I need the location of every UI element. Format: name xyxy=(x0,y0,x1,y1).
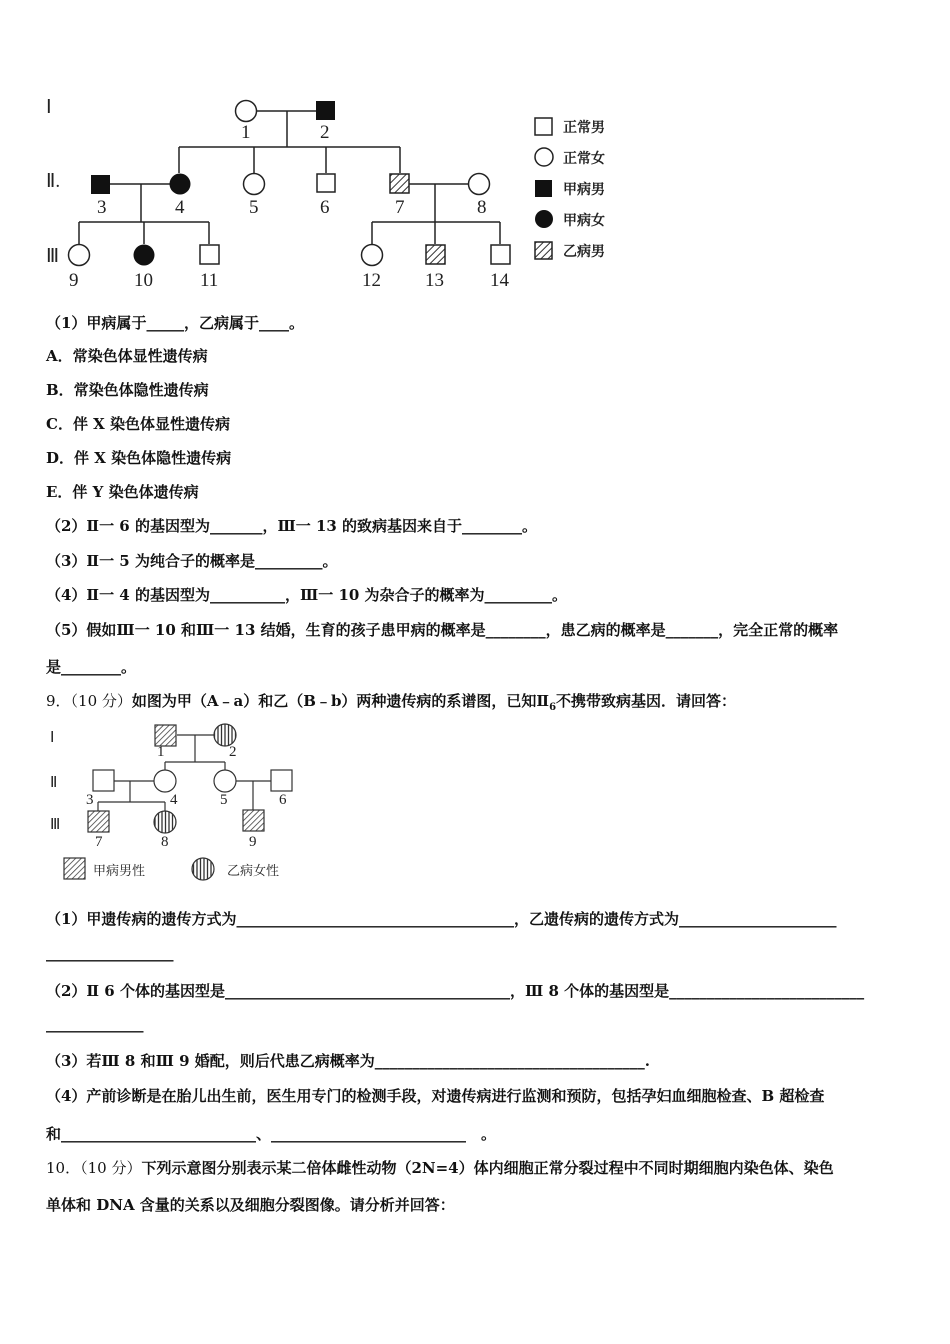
q9-part-2: （2）Ⅱ 6 个体的基因型是______________________________________，Ⅲ 8 个体的基因型是__________________________ xyxy=(46,982,865,1000)
legend-label: 正常男 xyxy=(563,120,605,136)
q8-part-5-cont: 是________。 xyxy=(46,658,137,676)
p1-id: 12 xyxy=(362,270,381,291)
q8-option-b: B．常染色体隐性遗传病 xyxy=(46,381,209,399)
p1-id: 3 xyxy=(97,197,107,218)
p2-iii7-a-male xyxy=(88,811,109,832)
q10-stem-text: 下列示意图分别表示某二倍体雌性动物（2N=4）体内细胞正常分裂过程中不同时期细胞内染色体、染色 xyxy=(141,1159,834,1177)
p1-gen-label-2: Ⅱ. xyxy=(46,171,61,192)
p1-iii14-male xyxy=(491,245,510,264)
legend-b-male-icon xyxy=(535,242,552,259)
q8-option-e: E．伴 Y 染色体遗传病 xyxy=(46,483,199,501)
p1-iii9-female xyxy=(69,245,90,266)
p1-id: 14 xyxy=(490,270,509,291)
q9-part-4-cont: 和__________________________、__________________________ 。 xyxy=(46,1125,497,1143)
p2-ii6-male xyxy=(271,770,292,791)
p2-id: 7 xyxy=(95,834,103,850)
p1-ii3-affected-male xyxy=(91,175,110,194)
p2-iii8-b-female xyxy=(154,811,176,833)
p2-iii9-a-male xyxy=(243,810,264,831)
q8-part-1: （1）甲病属于_____，乙病属于____。 xyxy=(46,314,304,332)
p1-id: 11 xyxy=(200,270,219,291)
p2-gen-label-3: Ⅲ xyxy=(50,817,61,833)
p2-ii3-male xyxy=(93,770,114,791)
p1-id: 7 xyxy=(395,197,405,218)
p1-id: 8 xyxy=(477,197,487,218)
p1-ii6-male xyxy=(317,174,335,192)
q8-option-a: A．常染色体显性遗传病 xyxy=(46,347,208,365)
legend-label: 乙病男 xyxy=(563,244,605,260)
p2-id: 3 xyxy=(86,792,94,808)
p2-id: 1 xyxy=(157,744,165,760)
legend-a-male-icon xyxy=(535,180,552,197)
p2-id: 5 xyxy=(220,792,228,808)
p1-id: 4 xyxy=(175,197,185,218)
q10-score: （10 分） xyxy=(80,1159,142,1177)
q9-number: 9． xyxy=(46,692,71,710)
p2-ii4-female xyxy=(154,770,176,792)
q8-option-c: C．伴 X 染色体显性遗传病 xyxy=(46,415,231,433)
p2-ii5-female xyxy=(214,770,236,792)
q9-part-2-cont: _____________ xyxy=(46,1015,144,1033)
legend-a-male-icon xyxy=(64,858,85,879)
p1-i2-affected-male xyxy=(316,101,335,120)
p1-iii10-affected-female xyxy=(134,245,155,266)
q10-stem xyxy=(46,1157,834,1178)
p1-iii11-male xyxy=(200,245,219,264)
q9-stem-sub: 6 xyxy=(549,702,557,713)
p2-id: 2 xyxy=(229,744,237,760)
legend-label: 正常女 xyxy=(563,151,605,167)
q9-stem xyxy=(46,690,736,713)
legend-label: 甲病男 xyxy=(563,182,605,198)
p2-gen-label-1: Ⅰ xyxy=(50,730,55,746)
q9-part-3: （3）若Ⅲ 8 和Ⅲ 9 婚配，则后代患乙病概率为____________________________________. xyxy=(46,1052,650,1070)
legend-normal-male-icon xyxy=(535,118,552,135)
p1-id: 1 xyxy=(241,122,251,143)
legend-normal-female-icon xyxy=(535,148,553,166)
legend-label: 乙病女性 xyxy=(227,864,280,879)
p1-iii13-b-affected-male xyxy=(426,245,445,264)
legend-b-female-icon xyxy=(192,858,214,880)
p2-id: 6 xyxy=(279,792,287,808)
p1-i1-female xyxy=(236,101,257,122)
p1-ii4-affected-female xyxy=(170,174,191,195)
legend-a-female-icon xyxy=(535,210,553,228)
p1-ii8-female xyxy=(469,174,490,195)
p1-id: 6 xyxy=(320,197,330,218)
q9-part-1-cont: _________________ xyxy=(46,944,174,962)
q9-stem-text-2: 不携带致病基因．请回答： xyxy=(556,692,737,710)
p1-gen-label-1: Ⅰ xyxy=(46,97,52,118)
p1-ii5-female xyxy=(244,174,265,195)
p2-id: 9 xyxy=(249,834,257,850)
q9-part-4: （4）产前诊断是在胎儿出生前，医生用专门的检测手段，对遗传病进行监测和预防，包括孕妇血细胞检查、B 超检查 xyxy=(46,1087,825,1105)
p1-id: 13 xyxy=(425,270,444,291)
q9-part-1: （1）甲遗传病的遗传方式为_____________________________________，乙遗传病的遗传方式为_____________________ xyxy=(46,910,837,928)
p1-id: 9 xyxy=(69,270,79,291)
q9-stem-text: 如图为甲（A﹣a）和乙（B﹣b）两种遗传病的系谱图，已知Ⅱ xyxy=(131,692,550,710)
q8-part-2: （2）Ⅱ一 6 的基因型为_______，Ⅲ一 13 的致病基因来自于________。 xyxy=(46,517,538,535)
p1-id: 2 xyxy=(320,122,330,143)
p1-gen-label-3: Ⅲ xyxy=(46,246,60,267)
q8-option-d: D．伴 X 染色体隐性遗传病 xyxy=(46,449,232,467)
pedigree-diagram-1 xyxy=(0,0,950,300)
p1-ii7-b-affected-male xyxy=(390,174,409,193)
legend-label: 甲病男性 xyxy=(93,864,146,879)
q10-stem-cont: 单体和 DNA 含量的关系以及细胞分裂图像。请分析并回答： xyxy=(46,1196,455,1214)
p2-gen-label-2: Ⅱ xyxy=(50,775,58,791)
p1-id: 10 xyxy=(134,270,153,291)
q8-part-4: （4）Ⅱ一 4 的基因型为__________，Ⅲ一 10 为杂合子的概率为_________。 xyxy=(46,586,568,604)
p1-iii12-female xyxy=(362,245,383,266)
p2-id: 4 xyxy=(170,792,178,808)
legend-label: 甲病女 xyxy=(563,213,605,229)
q8-part-5: （5）假如Ⅲ一 10 和Ⅲ一 13 结婚，生育的孩子患甲病的概率是________，患乙病的概率是_______，完全正常的概率 xyxy=(46,621,839,639)
q9-score: （10 分） xyxy=(70,692,132,710)
q8-part-3: （3）Ⅱ一 5 为纯合子的概率是_________。 xyxy=(46,552,338,570)
p2-id: 8 xyxy=(161,834,169,850)
p2-i1-a-male xyxy=(155,725,176,746)
q10-number: 10． xyxy=(46,1159,81,1177)
p2-i2-b-female xyxy=(214,724,236,746)
p1-id: 5 xyxy=(249,197,259,218)
